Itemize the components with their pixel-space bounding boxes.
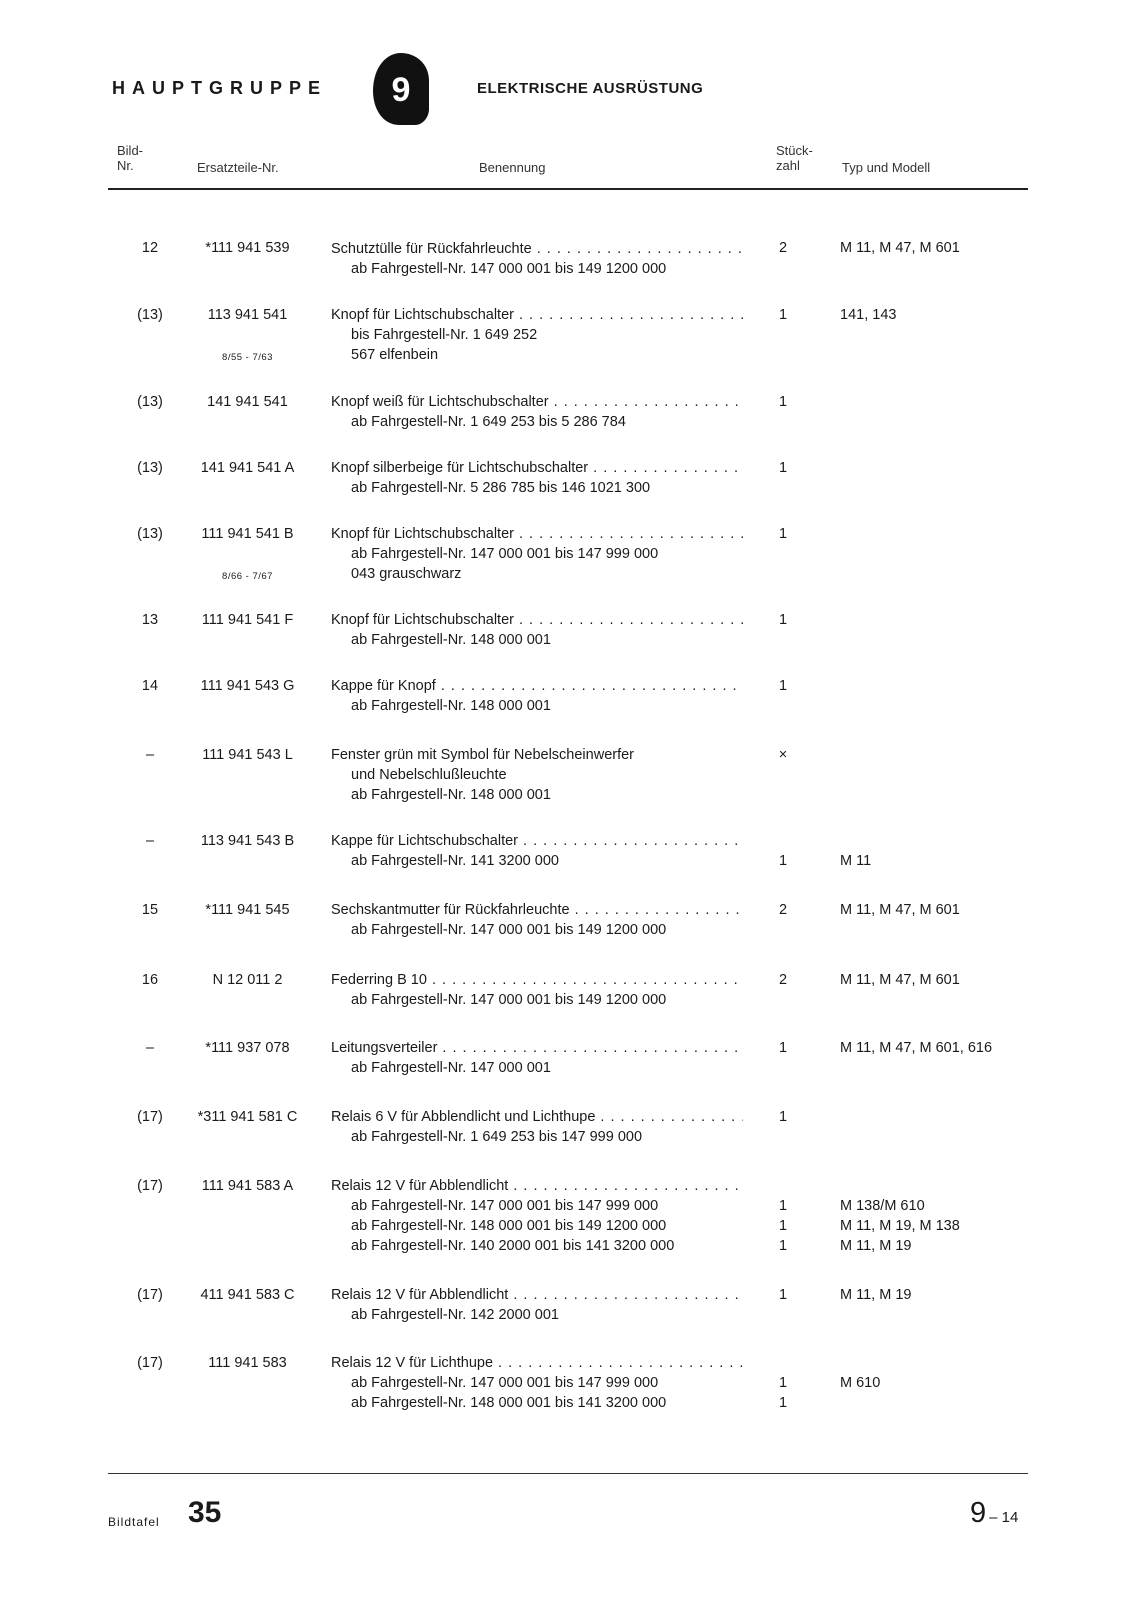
col-header-name: Benennung bbox=[479, 160, 546, 175]
bild-nr: 15 bbox=[141, 902, 159, 918]
description: Fenster grün mit Symbol für Nebelscheinwerfer und Nebelschlußleuchte ab Fahrgestell-Nr. 148 000 001 bbox=[331, 747, 635, 803]
description: Schutztülle für Rückfahrleuchte . . . ab Fahrgestell-Nr. 147 000 001 bis 149 1200 000 bbox=[331, 239, 743, 279]
col-header-bild: Bild- Nr. bbox=[117, 143, 144, 173]
bild-nr: (13) bbox=[137, 307, 163, 323]
part-number: 141 941 541 bbox=[207, 394, 288, 410]
bild-nr: 14 bbox=[141, 678, 159, 694]
quantity: 1 bbox=[778, 1287, 788, 1303]
quantity: × bbox=[778, 747, 788, 763]
section-title: ELEKTRISCHE AUSRÜSTUNG bbox=[477, 80, 704, 97]
quantity: 2 bbox=[778, 972, 788, 988]
header-rule bbox=[108, 188, 1028, 190]
part-number: 111 941 583 bbox=[208, 1355, 287, 1371]
description: Kappe für Lichtschubschalter . . . ab Fahrgestell-Nr. 141 3200 000 bbox=[331, 831, 743, 871]
plate-number: 35 bbox=[188, 1496, 222, 1529]
quantity: 1 bbox=[778, 394, 788, 410]
col-header-qty: Stück- zahl bbox=[776, 143, 813, 173]
date-range: 8/55 - 7/63 bbox=[222, 352, 273, 363]
part-number: *111 941 545 bbox=[205, 902, 290, 918]
type-model: M 11 bbox=[840, 853, 872, 869]
quantity: 1 bbox=[778, 1109, 788, 1125]
quantity: 1 bbox=[778, 307, 788, 323]
bild-nr: – bbox=[145, 1040, 155, 1056]
type-model: M 11, M 19 bbox=[840, 1238, 912, 1254]
group-label: HAUPTGRUPPE bbox=[112, 78, 328, 98]
part-number: 411 941 583 C bbox=[200, 1287, 295, 1303]
part-number: 141 941 541 A bbox=[200, 460, 295, 476]
part-number: 111 941 543 L bbox=[202, 747, 293, 763]
bild-nr: 13 bbox=[141, 612, 159, 628]
bild-nr: (17) bbox=[137, 1287, 163, 1303]
description: Relais 6 V für Abblendlicht und Lichthupe . . . ab Fahrgestell-Nr. 1 649 253 bis 147 999 000 bbox=[331, 1107, 743, 1147]
bild-nr: 16 bbox=[141, 972, 159, 988]
part-number: *111 937 078 bbox=[205, 1040, 290, 1056]
quantity: 1 bbox=[778, 678, 788, 694]
quantity: 2 bbox=[778, 240, 788, 256]
description: Relais 12 V für Lichthupe . . . ab Fahrgestell-Nr. 147 000 001 bis 147 999 000 ab Fahrgestell-Nr. 148 000 001 bis 141 3200 000 bbox=[331, 1353, 743, 1413]
quantity: 1 bbox=[778, 853, 788, 869]
description: Knopf für Lichtschubschalter . . . ab Fahrgestell-Nr. 148 000 001 bbox=[331, 610, 743, 650]
type-model: M 138/M 610 bbox=[840, 1198, 925, 1214]
part-number: 111 941 543 G bbox=[200, 678, 295, 694]
part-number: 111 941 541 F bbox=[201, 612, 294, 628]
description: Leitungsverteiler . . . ab Fahrgestell-Nr. 147 000 001 bbox=[331, 1038, 743, 1078]
quantity: 1 bbox=[778, 1198, 788, 1214]
description: Knopf weiß für Lichtschubschalter . . . ab Fahrgestell-Nr. 1 649 253 bis 5 286 784 bbox=[331, 392, 743, 432]
group-number: 9 bbox=[391, 71, 411, 109]
type-model: 141, 143 bbox=[840, 307, 897, 323]
quantity: 1 bbox=[778, 1218, 788, 1234]
description: Relais 12 V für Abblendlicht . . . ab Fahrgestell-Nr. 147 000 001 bis 147 999 000 ab Fahrgestell-Nr. 148 000 001 bis 149 1200 000 ab Fahrgestell-Nr. 140 2000 001 bis 141 3200 000 bbox=[331, 1176, 743, 1256]
description: Knopf silberbeige für Lichtschubschalter . . . ab Fahrgestell-Nr. 5 286 785 bis 146 1021 300 bbox=[331, 458, 743, 498]
part-number: N 12 011 2 bbox=[212, 972, 283, 988]
quantity: 2 bbox=[778, 902, 788, 918]
description: Relais 12 V für Abblendlicht . . . ab Fahrgestell-Nr. 142 2000 001 bbox=[331, 1285, 743, 1325]
description: Knopf für Lichtschubschalter . . . bis Fahrgestell-Nr. 1 649 252 567 elfenbein bbox=[331, 305, 743, 365]
type-model: M 11, M 19 bbox=[840, 1287, 912, 1303]
bild-nr: (13) bbox=[137, 394, 163, 410]
part-number: 111 941 583 A bbox=[201, 1178, 294, 1194]
group-number-badge bbox=[371, 51, 431, 127]
description: Federring B 10 . . . ab Fahrgestell-Nr. 147 000 001 bis 149 1200 000 bbox=[331, 970, 743, 1010]
bild-nr: (13) bbox=[137, 460, 163, 476]
description: Kappe für Knopf . . . ab Fahrgestell-Nr. 148 000 001 bbox=[331, 676, 743, 716]
col-header-type: Typ und Modell bbox=[842, 160, 931, 175]
type-model: M 11, M 47, M 601 bbox=[840, 902, 960, 918]
quantity: 1 bbox=[778, 460, 788, 476]
type-model: M 610 bbox=[840, 1375, 881, 1391]
description: Sechskantmutter für Rückfahrleuchte . . . ab Fahrgestell-Nr. 147 000 001 bis 149 1200 000 bbox=[331, 900, 743, 940]
quantity: 1 bbox=[778, 612, 788, 628]
bild-nr: (17) bbox=[137, 1109, 163, 1125]
quantity: 1 bbox=[778, 1040, 788, 1056]
type-model: M 11, M 19, M 138 bbox=[840, 1218, 960, 1234]
col-header-part-no: Ersatzteile-Nr. bbox=[197, 160, 279, 175]
quantity: 1 bbox=[778, 526, 788, 542]
bild-nr: (17) bbox=[137, 1355, 163, 1371]
bild-nr: – bbox=[145, 833, 155, 849]
part-number: 113 941 541 bbox=[207, 307, 288, 323]
bild-nr: (13) bbox=[137, 526, 163, 542]
type-model: M 11, M 47, M 601, 616 bbox=[840, 1040, 993, 1056]
quantity: 1 bbox=[778, 1375, 788, 1391]
quantity: 1 bbox=[778, 1238, 788, 1254]
type-model: M 11, M 47, M 601 bbox=[840, 240, 960, 256]
footer-label: Bildtafel bbox=[108, 1515, 160, 1529]
description: Knopf für Lichtschubschalter . . . ab Fahrgestell-Nr. 147 000 001 bis 147 999 000 043 grauschwarz bbox=[331, 524, 743, 584]
part-number: 113 941 543 B bbox=[200, 833, 295, 849]
page-number: 9 – 14 bbox=[970, 1497, 1019, 1529]
bild-nr: – bbox=[145, 747, 155, 763]
footer-rule bbox=[108, 1473, 1028, 1474]
quantity: 1 bbox=[778, 1395, 788, 1411]
part-number: *311 941 581 C bbox=[197, 1109, 298, 1125]
bild-nr: 12 bbox=[141, 240, 159, 256]
bild-nr: (17) bbox=[137, 1178, 163, 1194]
type-model: M 11, M 47, M 601 bbox=[840, 972, 960, 988]
date-range: 8/66 - 7/67 bbox=[222, 571, 273, 582]
part-number: 111 941 541 B bbox=[201, 526, 294, 542]
part-number: *111 941 539 bbox=[205, 240, 290, 256]
